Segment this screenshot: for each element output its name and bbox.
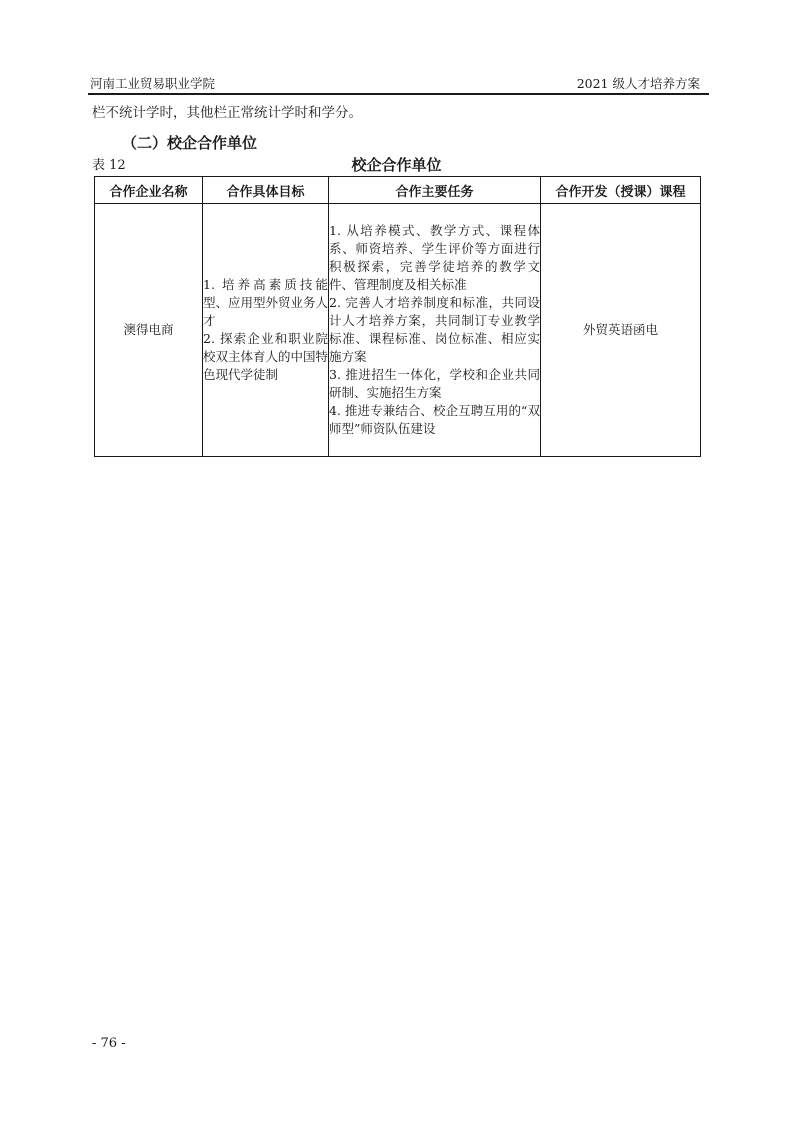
task-item: 1. 从培养模式、教学方式、课程体系、师资培养、学生评价等方面进行积极探索，完善学徒培养的教学文件、管理制度及相关标准 xyxy=(329,223,540,292)
lead-paragraph: 栏不统计学时，其他栏正常统计学时和学分。 xyxy=(92,105,362,121)
task-item: 4. 推进专兼结合、校企互聘互用的“双师型”师资队伍建设 xyxy=(329,403,540,436)
tasks-cell xyxy=(329,204,541,457)
column-header-company: 合作企业名称 xyxy=(95,177,203,204)
goal-item: 1. 培养高素质技能型、应用型外贸业务人才 xyxy=(203,277,329,328)
table-row xyxy=(95,204,701,457)
page-number: - 76 - xyxy=(92,1036,126,1051)
course-cell: 外贸英语函电 xyxy=(541,204,701,457)
header-divider xyxy=(88,93,709,95)
task-item: 2. 完善人才培养制度和标准，共同设计人才培养方案，共同制订专业教学标准、课程标准、岗位标准、相应实施方案 xyxy=(329,295,540,364)
company-name-cell: 澳得电商 xyxy=(95,204,203,457)
goal-item: 2. 探索企业和职业院校双主体育人的中国特色现代学徒制 xyxy=(203,331,329,382)
header-institution: 河南工业贸易职业学院 xyxy=(90,76,216,91)
task-item: 3. 推进招生一体化，学校和企业共同研制、实施招生方案 xyxy=(329,367,540,400)
table-number: 表 12 xyxy=(92,158,126,173)
goals-cell xyxy=(203,204,329,457)
table-title: 校企合作单位 xyxy=(351,156,442,174)
header-document-title: 2021 级人才培养方案 xyxy=(576,76,700,91)
column-header-goals: 合作具体目标 xyxy=(203,177,329,204)
column-header-tasks: 合作主要任务 xyxy=(329,177,541,204)
column-header-course: 合作开发（授课）课程 xyxy=(541,177,701,204)
cooperation-table xyxy=(94,176,701,457)
section-heading: （二）校企合作单位 xyxy=(122,134,258,152)
table-header-row xyxy=(95,177,701,204)
